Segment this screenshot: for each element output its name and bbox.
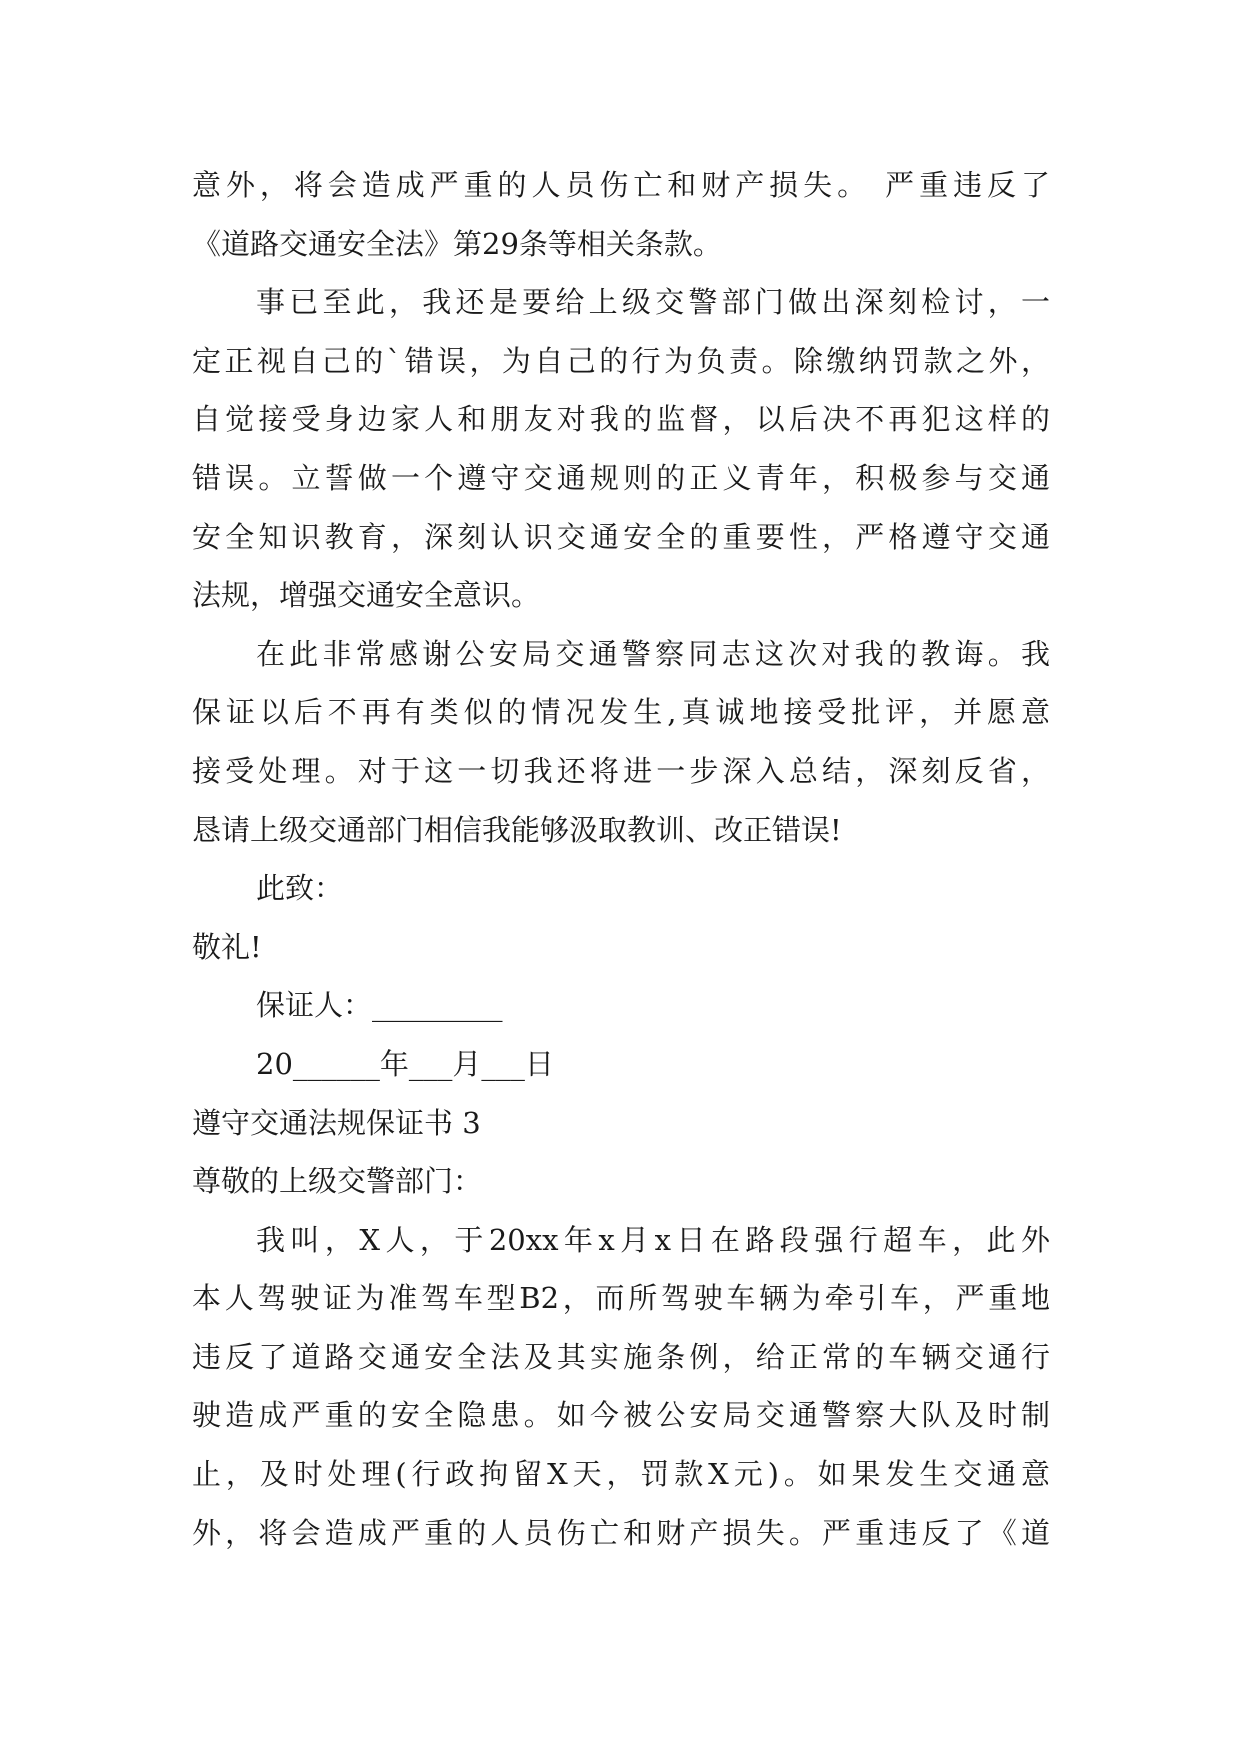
text-line: 此致：: [256, 871, 344, 906]
text-line: 止，及时处理(行政拘留X天，罚款X元)。如果发生交通意: [192, 1457, 1050, 1492]
text-line: 保证人：_________: [256, 988, 503, 1023]
text-line: 《道路交通安全法》第29条等相关条款。: [192, 226, 722, 261]
text-line: 错误。立誓做一个遵守交通规则的正义青年，积极参与交通: [192, 460, 1050, 495]
text-line: 遵守交通法规保证书 3: [192, 1105, 481, 1140]
text-line: 违反了道路交通安全法及其实施条例，给正常的车辆交通行: [192, 1339, 1050, 1374]
text-line: 保证以后不再有类似的情况发生,真诚地接受批评，并愿意: [192, 695, 1050, 730]
text-line: 自觉接受身边家人和朋友对我的监督，以后决不再犯这样的: [192, 402, 1050, 437]
text-line: 法规，增强交通安全意识。: [192, 578, 541, 613]
text-line: 恳请上级交通部门相信我能够汲取教训、改正错误!: [192, 812, 842, 847]
text-line: 驶造成严重的安全隐患。如今被公安局交通警察大队及时制: [192, 1398, 1050, 1433]
text-line: 敬礼!: [192, 929, 262, 964]
text-line: 安全知识教育，深刻认识交通安全的重要性，严格遵守交通: [192, 519, 1050, 554]
text-line: 尊敬的上级交警部门：: [192, 1164, 483, 1199]
text-line: 意外，将会造成严重的人员伤亡和财产损失。 严重违反了: [192, 168, 1050, 202]
document-page: [192, 156, 1050, 1562]
text-line: 定正视自己的`错误，为自己的行为负责。除缴纳罚款之外，: [192, 343, 1050, 378]
text-line: 在此非常感谢公安局交通警察同志这次对我的教诲。我: [256, 636, 1050, 671]
text-line: 20______年___月___日: [256, 1046, 554, 1081]
text-line: 事已至此，我还是要给上级交警部门做出深刻检讨，一: [256, 285, 1050, 320]
text-line: 我叫，X人，于20xx年x月x日在路段强行超车，此外: [256, 1222, 1050, 1257]
text-line: 接受处理。对于这一切我还将进一步深入总结，深刻反省，: [192, 753, 1050, 788]
text-line: 外，将会造成严重的人员伤亡和财产损失。严重违反了《道: [192, 1515, 1050, 1550]
text-line: 本人驾驶证为准驾车型B2，而所驾驶车辆为牵引车，严重地: [192, 1281, 1050, 1316]
